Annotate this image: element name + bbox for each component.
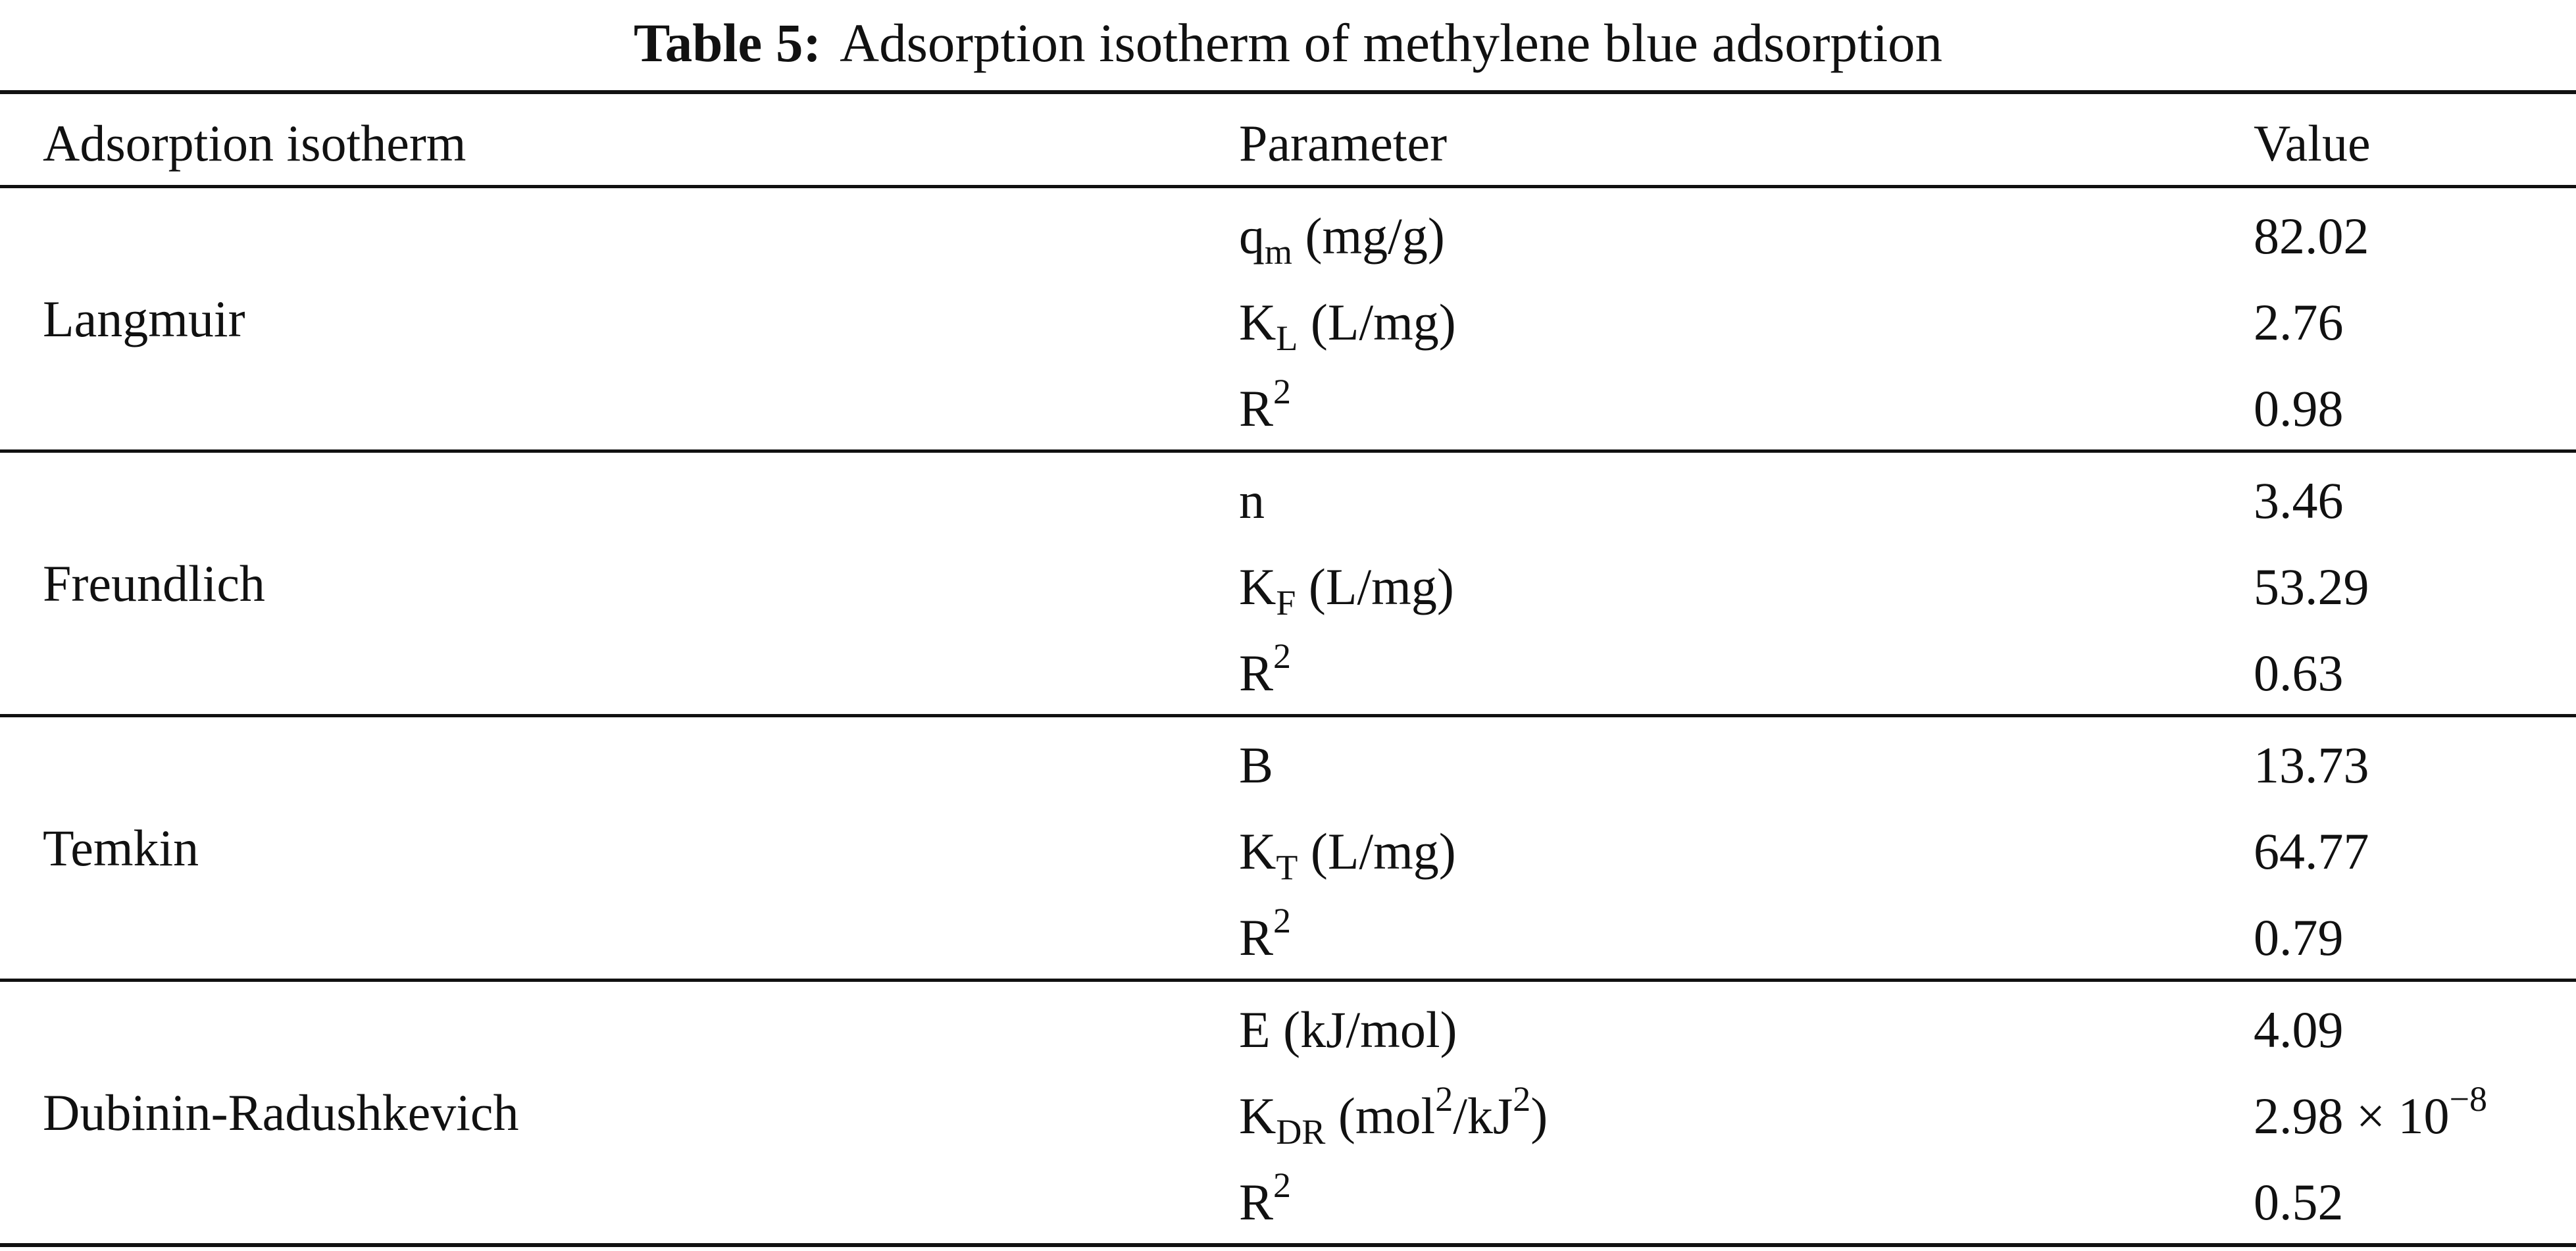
value-cell bbox=[2254, 472, 2344, 529]
parameter-cell bbox=[1239, 558, 1454, 623]
parameter-superscript: 2 bbox=[1273, 1165, 1292, 1205]
parameter-unit: (mg/g) bbox=[1292, 207, 1445, 265]
parameter-row bbox=[0, 190, 2576, 276]
parameter-cell bbox=[1239, 1079, 1548, 1152]
value-text: 2.98 × 10 bbox=[2254, 1087, 2450, 1144]
parameter-unit-superscript: 2 bbox=[1513, 1079, 1531, 1119]
parameter-row bbox=[0, 454, 2576, 541]
table-caption-text: Adsorption isotherm of methylene blue adsorption bbox=[840, 13, 1943, 73]
value-cell bbox=[2254, 736, 2369, 794]
value-cell bbox=[2254, 294, 2344, 351]
isotherm-group bbox=[0, 982, 2576, 1243]
table-caption-label: Table 5: bbox=[633, 13, 822, 73]
parameter-unit: (L/mg) bbox=[1296, 558, 1454, 615]
parameter-cell bbox=[1239, 823, 1456, 887]
value-cell bbox=[2254, 1001, 2344, 1058]
parameter-symbol: E bbox=[1239, 1001, 1271, 1058]
parameter-cell bbox=[1239, 1165, 1292, 1231]
parameter-unit: (L/mg) bbox=[1298, 294, 1456, 351]
header-value: Value bbox=[2254, 115, 2371, 172]
parameter-unit: (mol bbox=[1325, 1087, 1436, 1144]
table-header-row bbox=[0, 94, 2576, 185]
parameter-subscript: T bbox=[1276, 848, 1298, 887]
parameter-cell bbox=[1239, 472, 1265, 529]
value-cell bbox=[2254, 558, 2369, 615]
parameter-symbol: q bbox=[1239, 207, 1265, 265]
isotherm-name: Langmuir bbox=[43, 290, 245, 347]
value-cell bbox=[2254, 909, 2344, 966]
value-cell bbox=[2254, 380, 2344, 437]
value-text: 3.46 bbox=[2254, 472, 2344, 529]
parameter-superscript: 2 bbox=[1273, 901, 1292, 940]
parameter-symbol: K bbox=[1239, 558, 1276, 615]
parameter-unit: /kJ bbox=[1453, 1087, 1513, 1144]
parameter-superscript: 2 bbox=[1273, 372, 1292, 411]
parameter-symbol: K bbox=[1239, 1087, 1276, 1144]
parameter-subscript: L bbox=[1276, 319, 1298, 358]
value-text: 64.77 bbox=[2254, 823, 2369, 880]
parameter-row bbox=[0, 891, 2576, 978]
table-caption bbox=[0, 0, 2576, 86]
parameter-subscript: DR bbox=[1276, 1112, 1326, 1152]
parameter-row bbox=[0, 276, 2576, 363]
value-text: 0.98 bbox=[2254, 380, 2344, 437]
isotherm-name: Temkin bbox=[43, 819, 199, 877]
parameter-row bbox=[0, 983, 2576, 1070]
value-text: 0.63 bbox=[2254, 644, 2344, 702]
parameter-cell bbox=[1239, 294, 1456, 358]
parameter-cell bbox=[1239, 207, 1445, 272]
parameter-cell bbox=[1239, 901, 1292, 966]
isotherm-name: Dubinin-Radushkevich bbox=[43, 1083, 519, 1141]
parameter-symbol: R bbox=[1239, 909, 1274, 966]
parameter-row bbox=[0, 1069, 2576, 1156]
isotherm-name: Freundlich bbox=[43, 554, 265, 612]
value-text: 0.52 bbox=[2254, 1173, 2344, 1231]
header-isotherm: Adsorption isotherm bbox=[43, 115, 467, 172]
parameter-row bbox=[0, 1156, 2576, 1242]
header-parameter: Parameter bbox=[1239, 115, 1448, 172]
parameter-symbol: R bbox=[1239, 644, 1274, 702]
value-text: 53.29 bbox=[2254, 558, 2369, 615]
parameter-unit-superscript: 2 bbox=[1435, 1079, 1453, 1119]
table-body bbox=[0, 188, 2576, 1247]
parameter-superscript: 2 bbox=[1273, 636, 1292, 676]
isotherm-group bbox=[0, 188, 2576, 449]
parameter-cell bbox=[1239, 636, 1292, 702]
parameter-symbol: K bbox=[1239, 294, 1276, 351]
parameter-subscript: m bbox=[1265, 232, 1293, 272]
value-text: 13.73 bbox=[2254, 736, 2369, 794]
value-exponent: −8 bbox=[2449, 1079, 2487, 1119]
parameter-row bbox=[0, 719, 2576, 805]
parameter-symbol: K bbox=[1239, 823, 1276, 880]
value-text: 82.02 bbox=[2254, 207, 2369, 265]
parameter-row bbox=[0, 362, 2576, 449]
parameter-cell bbox=[1239, 736, 1274, 794]
isotherm-table bbox=[0, 90, 2576, 1247]
value-cell bbox=[2254, 207, 2369, 265]
value-cell bbox=[2254, 1079, 2487, 1144]
parameter-cell bbox=[1239, 1001, 1457, 1058]
parameter-row bbox=[0, 540, 2576, 627]
parameter-symbol: n bbox=[1239, 472, 1265, 529]
value-text: 4.09 bbox=[2254, 1001, 2344, 1058]
value-text: 0.79 bbox=[2254, 909, 2344, 966]
parameter-symbol: R bbox=[1239, 1173, 1274, 1231]
value-cell bbox=[2254, 823, 2369, 880]
isotherm-group bbox=[0, 717, 2576, 979]
parameter-row bbox=[0, 626, 2576, 713]
value-cell bbox=[2254, 644, 2344, 702]
isotherm-group bbox=[0, 453, 2576, 714]
parameter-row bbox=[0, 805, 2576, 892]
parameter-symbol: B bbox=[1239, 736, 1274, 794]
parameter-subscript: F bbox=[1276, 583, 1296, 623]
parameter-cell bbox=[1239, 372, 1292, 437]
parameter-unit: (kJ/mol) bbox=[1270, 1001, 1457, 1058]
parameter-symbol: R bbox=[1239, 380, 1274, 437]
parameter-unit: (L/mg) bbox=[1298, 823, 1456, 880]
value-text: 2.76 bbox=[2254, 294, 2344, 351]
bottom-rule bbox=[0, 1243, 2576, 1247]
value-cell bbox=[2254, 1173, 2344, 1231]
parameter-unit: ) bbox=[1530, 1087, 1548, 1144]
